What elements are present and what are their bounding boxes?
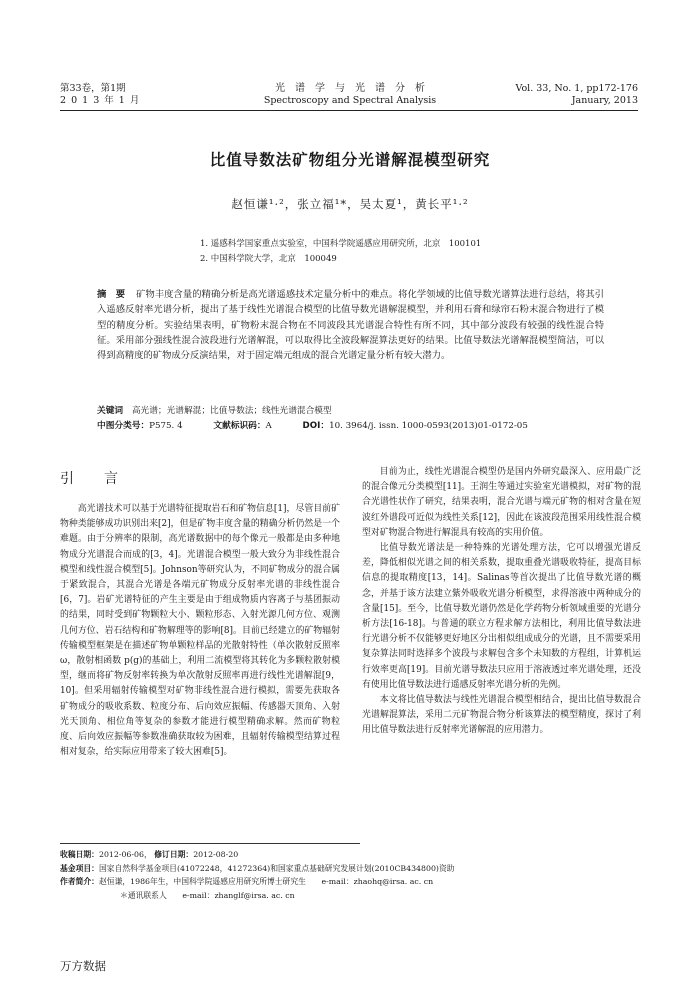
body-column-right [362,465,641,739]
revised-label: 修订日期： [154,850,194,859]
received-dates [60,848,660,862]
clc-label: 中图分类号： [97,421,150,431]
received-label: 收稿日期： [60,850,99,859]
fund-text: 国家自然科学基金项目(41072248，41272364)和国家重点基础研究发展计划(2010CB434800)资助 [98,863,455,873]
watermark: 万方数据 [60,959,106,973]
keywords [97,405,332,418]
journal-citation [515,83,638,107]
abstract-label: 摘 要 [97,289,126,300]
doc-code-label: 文献标识码： [213,421,266,431]
affiliation-1: 1. 遥感科学国家重点实验室，中国科学院遥感应用研究所，北京 100101 [200,239,482,249]
footnotes [60,848,660,902]
revised-date: 2012-08-20 [193,850,239,859]
author-bio [60,875,660,889]
paragraph: 本文将比值导数法与线性光谱混合模型相结合，提出比值导数混合光谱解混算法，采用二元矿物混合物分析该算法的模型精度，探讨了利用比值导数法进行反射率光谱解混的应用潜力。 [362,695,641,736]
clc-value: P575. 4 [149,421,183,431]
volume-issue: 第33卷，第1期 [60,83,126,94]
journal-name-cn: 光 谱 学 与 光 谱 分 析 [275,83,425,94]
fund-label: 基金项目： [60,863,99,873]
doi-value: 10. 3964/j. issn. 1000-0593(2013)01-0172-05 [329,421,528,431]
paper-title: 比值导数法矿物组分光谱解混模型研究 [209,151,491,169]
keywords-text: 高光谱；光谱解混；比值导数法；线性光谱混合模型 [131,406,332,416]
abstract-text: 矿物丰度含量的精确分析是高光谱遥感技术定量分析中的难点。将化学领域的比值导数光谱算法进行总结，将其引入遥感反射率光谱分析，提出了基于线性光谱混合模型的比值导数光谱解混模型，并利用石膏和绿帘石粉末混合物进行了模型的精度分析。实验结果表明，矿物粉末混合物在不同波段其光谱混合特性有所不同，其中部分波段有较强的线性混合特征。采用部分强线性混合波段进行光谱解混，可以取得比全波段解混算法更好的结果。比值导数法光谱解混模型简洁，可以得到高精度的矿物成分反演结果，对于固定端元组成的混合光谱定量分析有较大潜力。 [97,289,604,362]
abstract [97,287,604,363]
paragraph: 目前为止，线性光谱混合模型仍是国内外研究最深入、应用最广泛的混合像元分类模型[11]。王润生等通过实验室光谱模拟，对矿物的混合光谱性状作了研究，结果表明，混合光谱与端元矿物的相对含量在短波红外谱段可近似为线性关系[12]，因此在该波段范围采用线性混合模型对矿物混合物进行解混具有较高的实用价值。 [362,467,641,538]
volume-pages: Vol. 33, No. 1, pp172-176 [515,83,638,94]
header-divider [60,110,638,111]
footnote-divider [60,843,360,844]
month-year: January, 2013 [571,95,638,106]
publication-date: 2 0 1 3 年 1 月 [60,95,141,106]
corresponding-author: ＊通讯联系人 e-mail：zhanglf@irsa. ac. cn [120,890,295,900]
affiliation-2: 2. 中国科学院大学，北京 100049 [200,254,337,264]
received-date: 2012-06-06， [98,850,152,859]
journal-name-en: Spectroscopy and Spectral Analysis [263,95,437,106]
author-list: 赵恒谦¹·²，张立福¹*，吴太夏¹，黄长平¹·² [231,197,469,211]
doi-label: DOI： [302,421,330,431]
funding [60,862,660,876]
bio-text: 赵恒谦，1986年生，中国科学院遥感应用研究所博士研究生 e-mail：zhaohq@irsa. ac. cn [98,877,434,886]
bio-label: 作者简介： [60,877,99,886]
section-heading-introduction: 引 言 [60,471,126,487]
body-column-left [60,502,340,760]
doc-code-value: A [265,421,272,431]
classification [97,420,528,433]
keywords-label: 关键词 [97,406,124,416]
paragraph: 高光谱技术可以基于光谱特征提取岩石和矿物信息[1]，尽管目前矿物种类能够成功识别出来[2]，但是矿物丰度含量的精确分析仍然是一个难题。由于分辨率的限制，高光谱数据中的每个像元一般都是由多种地物成分光谱混合而成的[3，4]。光谱混合模型一般大致分为非线性混合模型和线性混合模型[5]。Johnson等研究认为，不同矿物成分的混合属于紧致混合，其混合光谱是各端元矿物成分反射率光谱的非线性混合[6，7]。岩矿光谱特征的产生主要是由于组成物质内容离子与基团振动的结果，同时受到矿物颗粒大小、颗粒形态、入射光源几何方位、观测几何方位、岩石结构和矿物解理等的影响[8]。目前已经建立的矿物辐射传输模型框架是在描述矿物单颗粒样品的光散射特性（单次散射反照率 ω，散射相函数 p(g)的基础上，利用二流模型将其转化为多颗粒散射模型，继而将矿物反射率转换为单次散射反照率再进行线性光谱解混[9，10]。但采用辐射传输模型对矿物非线性混合进行模拟，需要先获取各矿物成分的吸收系数、粒度分布、后向效应振幅、传感器天顶角、入射光天顶角、相位角等复杂的参数才能进行模型精确求解。然而矿物粒度、后向效应振幅等参数准确获取较为困难，且辐射传输模型结算过程相对复杂，给实际应用带来了较大困难[5]。 [60,504,340,758]
paragraph: 比值导数光谱法是一种特殊的光谱处理方法，它可以增强光谱反差，降低相似光谱之间的相关系数，提取重叠光谱吸收特征，提高目标信息的提取精度[13，14]。Salinas等首次提出了比值导数光谱的概念，并基于该方法建立紫外吸收光谱分析模型，求得溶液中两种成分的含量[15]。至今，比值导数光谱仍然是化学药物分析领域重要的光谱分析方法[16-18]。与普通的联立方程求解方法相比，利用比值导数法进行光谱分析不仅能够更好地区分出相似组成成分的光谱，且不需要采用复杂算法同时选择多个波段与求解包含多个未知数的方程组，计算机运行效率更高[19]。目前光谱导数法只应用于溶液透过率光谱处理，还没有使用比值导数法进行遥感反射率光谱分析的先例。 [362,543,641,690]
